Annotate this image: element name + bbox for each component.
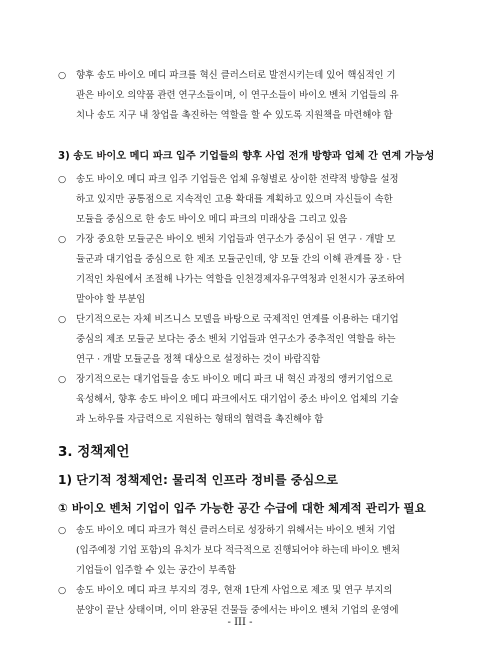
section-heading-policy: 3. 정책제언 <box>58 444 130 460</box>
paragraph-line: 관은 바이오 의약품 관련 연구소들이며, 이 연구소들이 바이오 벤처 기업들의 유 <box>76 90 399 101</box>
bullet-circle-icon: ○ <box>58 234 67 245</box>
bullet-circle-icon: ○ <box>58 174 67 185</box>
paragraph-line: 분양이 끝난 상태이며, 이미 완공된 건물들 중에서는 바이오 벤처 기업의 운영에 <box>76 605 399 616</box>
paragraph-site-status <box>58 581 428 621</box>
paragraph-venture-space <box>58 521 428 581</box>
paragraph-line: 연구 · 개발 모듈군을 정책 대상으로 설정하는 것이 바람직함 <box>76 354 321 365</box>
paragraph-line: 모듈을 중심으로 한 송도 바이오 메디 파크의 미래상을 그리고 있음 <box>76 214 348 225</box>
paragraph-research-institutes <box>58 66 428 126</box>
paragraph-line: 향후 송도 바이오 메디 파크를 혁신 클러스터로 발전시키는데 있어 핵심적인 기 <box>76 70 396 81</box>
paragraph-line: 송도 바이오 메디 파크가 혁신 클러스터로 성장하기 위해서는 바이오 벤처 기업 <box>76 525 396 536</box>
paragraph-line: 중심의 제조 모듈군 보다는 중소 벤처 기업들과 연구소가 중추적인 역할을 하는 <box>76 334 396 345</box>
paragraph-line: 하고 있지만 공통점으로 지속적인 고용 확대를 계획하고 있으며 자신들이 속한 <box>76 194 393 205</box>
paragraph-line: 기적인 차원에서 조절해 나가는 역할을 인천경제자유구역청과 인천시가 공조하여 <box>76 274 405 285</box>
bullet-circle-icon: ○ <box>58 525 67 536</box>
paragraph-line: 육성해서, 향후 송도 바이오 메디 파크에서도 대기업이 중소 바이오 업체의 기술 <box>76 394 399 405</box>
paragraph-module-groups <box>58 230 428 310</box>
paragraph-line: 장기적으로는 대기업들을 송도 바이오 메디 파크 내 혁신 과정의 앵커기업으로 <box>76 374 393 385</box>
paragraph-line: 치나 송도 지구 내 창업을 촉진하는 역할을 할 수 있도록 지원책을 마련해야 함 <box>76 110 393 121</box>
page-number: - III - <box>227 617 253 628</box>
paragraph-line: 송도 바이오 메디 파크 부지의 경우, 현재 1단계 사업으로 제조 및 연구 부지의 <box>76 585 393 596</box>
paragraph-short-term <box>58 310 428 370</box>
paragraph-line: 맡아야 할 부분임 <box>76 294 146 305</box>
paragraph-line: 단기적으로는 자체 비즈니스 모델을 바탕으로 국제적인 연계를 이용하는 대기업 <box>76 314 399 325</box>
paragraph-strategic-direction <box>58 170 428 230</box>
bullet-circle-icon: ○ <box>58 585 67 596</box>
bullet-circle-icon: ○ <box>58 70 67 81</box>
policy-item-heading-1: ① 바이오 벤처 기업이 입주 가능한 공간 수급에 대한 체계적 관리가 필요 <box>58 501 426 515</box>
paragraph-line: 송도 바이오 메디 파크 입주 기업들은 업체 유형별로 상이한 전략적 방향을 설정 <box>76 174 399 185</box>
subsection-heading-3: 3) 송도 바이오 메디 파크 입주 기업들의 향후 사업 전개 방향과 업체 간 연계 가능성 <box>58 151 435 162</box>
policy-heading-short-term: 1) 단기적 정책제언: 물리적 인프라 정비를 중심으로 <box>58 473 338 487</box>
bullet-circle-icon: ○ <box>58 314 67 325</box>
bullet-circle-icon: ○ <box>58 374 67 385</box>
paragraph-line: 듈군과 대기업을 중심으로 한 제조 모듈군인데, 양 모듈 간의 이해 관계를 장 · 단 <box>76 254 402 265</box>
paragraph-line: 기업들이 입주할 수 있는 공간이 부족함 <box>76 565 236 576</box>
paragraph-line: 과 노하우를 자급력으로 지원하는 형태의 협력을 촉진해야 함 <box>76 414 324 425</box>
paragraph-long-term <box>58 370 428 430</box>
paragraph-line: 가장 중요한 모듈군은 바이오 벤처 기업들과 연구소가 중심이 된 연구 · 개발 모 <box>76 234 396 245</box>
paragraph-line: (입주예정 기업 포함)의 유치가 보다 적극적으로 진행되어야 하는데 바이오 벤처 <box>76 545 400 556</box>
